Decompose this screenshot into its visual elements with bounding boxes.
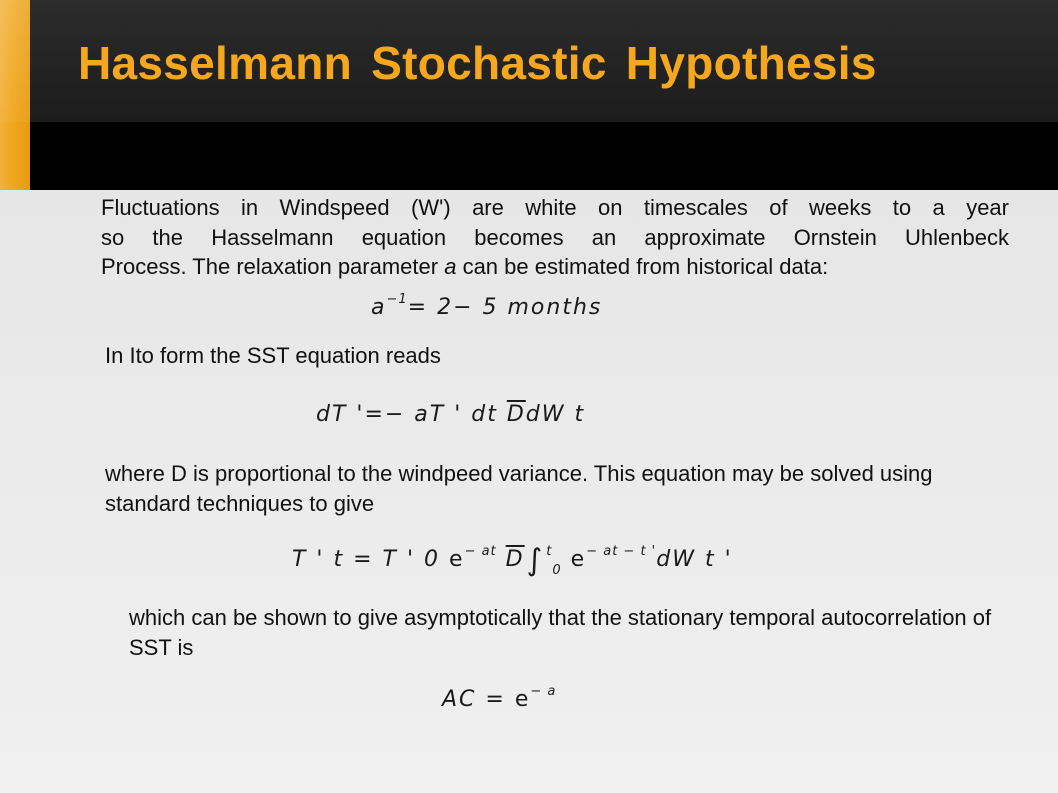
eq3-d: $\overline{D}$	[505, 547, 525, 572]
eq1-exponent: −1	[386, 292, 408, 307]
eq1-rhs: = 2− 5 months	[407, 295, 603, 320]
eq4-exponent	[530, 684, 556, 699]
eq4-exp-a: − a	[530, 684, 557, 699]
equation-autocorrelation	[442, 684, 556, 712]
eq2-d: $\overline{D}$	[506, 402, 526, 427]
equation-sst-ito	[316, 402, 585, 427]
relaxation-parameter-variable: a	[444, 254, 457, 279]
eq3-part8: t '	[704, 547, 733, 572]
eq3-e1: e	[449, 547, 465, 572]
eq3-e2-exponent	[586, 544, 656, 559]
eq3-part5	[497, 547, 506, 572]
paragraph-1-line-1: Fluctuations in Windspeed (W') are white on timescales of weeks to a year	[101, 195, 1009, 220]
paragraph-1-line-3-before: Process. The relaxation parameter	[101, 254, 445, 279]
eq2-part3: dW	[525, 402, 575, 427]
eq3-integral-lower: 0	[552, 563, 562, 578]
paragraph-1-line-3	[101, 252, 1009, 282]
eq3-part1: T '	[292, 547, 334, 572]
eq3-e2-exp-a: − a	[586, 544, 613, 559]
equation-relaxation-timescale	[371, 292, 602, 320]
paragraph-1-line-2: so the Hasselmann equation becomes an approximate Ornstein Uhlenbeck	[101, 224, 1009, 250]
eq3-integral-upper: t	[546, 544, 553, 559]
eq3-e2: e	[570, 547, 587, 572]
eq3-part2: t	[333, 547, 354, 572]
eq3-part3: = T '	[353, 547, 425, 572]
eq3-e1-exponent: − at	[464, 544, 497, 559]
eq2-part4: t	[574, 402, 586, 427]
paragraph-1	[101, 193, 1009, 282]
eq4-part2: =	[485, 687, 515, 712]
paragraph-4: which can be shown to give asymptotically that the stationary temporal autocorrelation of SST is	[129, 605, 992, 660]
paragraph-2: In Ito form the SST equation reads	[105, 343, 441, 368]
accent-bar	[0, 0, 30, 190]
eq1-lhs: a	[371, 295, 387, 320]
eq3-part7: dW	[656, 547, 705, 572]
paragraph-3: where D is proportional to the windpeed variance. This equation may be solved using standard techniques to give	[105, 461, 933, 516]
eq3-e2-exp-rest: t − t '	[612, 544, 657, 559]
equation-sst-solution	[292, 543, 733, 578]
paragraph-1-line-3-after: can be estimated from historical data:	[456, 254, 829, 279]
slide-title: Hasselmann Stochastic Hypothesis	[78, 37, 877, 89]
eq4-e: e	[514, 687, 531, 712]
integral-sign: ∫	[526, 543, 545, 578]
eq3-part4: 0	[424, 547, 450, 572]
eq4-part1: AC	[442, 687, 486, 712]
eq2-part1: dT '=− aT ' dt	[316, 402, 507, 427]
